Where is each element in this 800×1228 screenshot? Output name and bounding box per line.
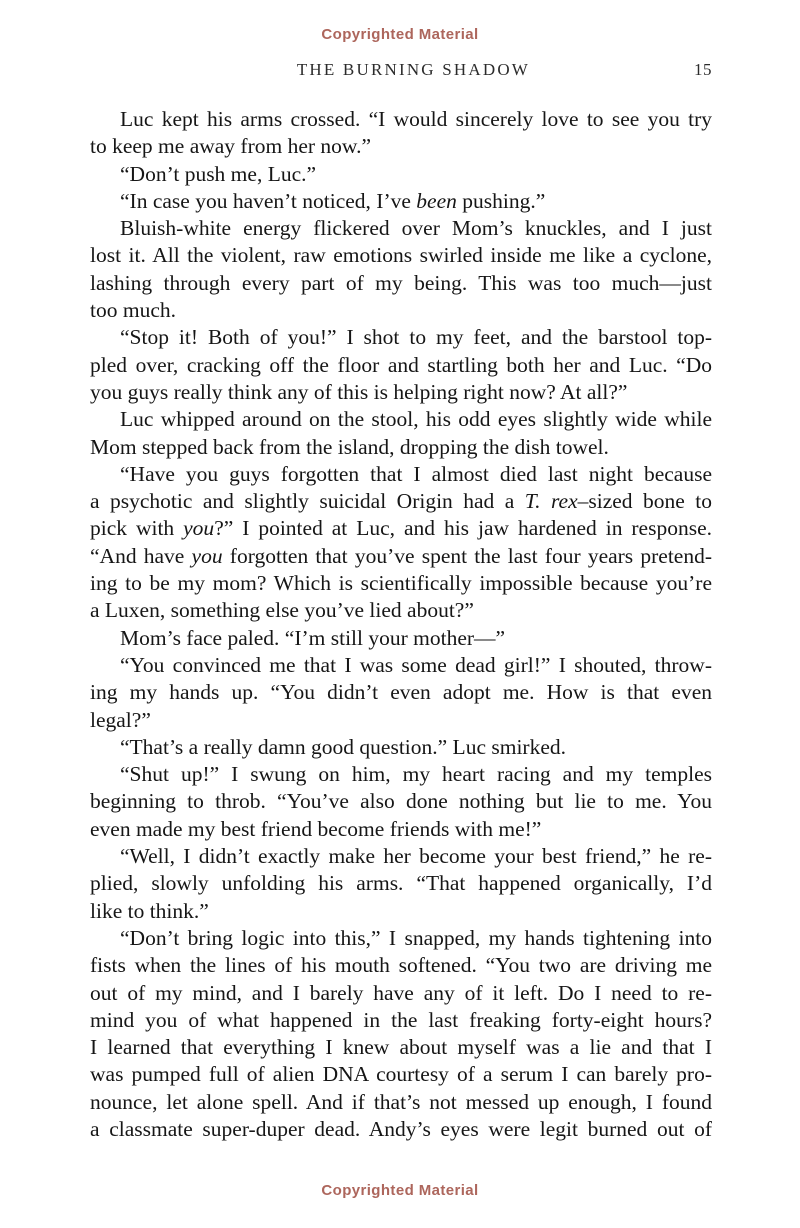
text-line [90,488,712,515]
text-line [90,215,712,242]
text-segment: Mom’s face paled. “I’m still your mother—” [120,625,506,650]
text-line [90,1007,712,1034]
text-segment: “Well, I didn’t exactly make her become your best friend,” he re- [120,844,712,869]
text-segment: was pumped full of alien DNA courtesy of a serum I can barely pro- [90,1062,712,1087]
text-segment: like to think.” [90,898,209,923]
text-line [90,870,712,897]
text-segment: a classmate super-duper dead. Andy’s eyes were legit burned out of [90,1116,712,1141]
text-segment: ing my hands up. “You didn’t even adopt me. How is that even [90,680,712,705]
text-line [90,1034,712,1061]
text-line [90,270,712,297]
italic-text-segment: you [191,543,223,568]
text-segment: you guys really think any of this is helping right now? At all?” [90,379,628,404]
text-line [90,324,712,351]
text-line [90,952,712,979]
text-line [90,843,712,870]
text-segment: too much. [90,298,176,323]
text-segment: “Don’t push me, Luc.” [120,161,317,186]
text-line [90,652,712,679]
text-line [90,1089,712,1116]
running-header [90,60,712,82]
text-line [90,188,712,215]
text-segment: legal?” [90,707,151,732]
text-segment: Luc whipped around on the stool, his odd eyes slightly wide while [120,407,712,432]
text-line [90,597,712,624]
text-segment: “In case you haven’t noticed, I’ve [120,188,417,213]
text-line [90,898,712,925]
text-line [90,379,712,406]
text-line [90,1116,712,1143]
text-line [90,1061,712,1088]
text-segment: Mom stepped back from the island, dropping the dish towel. [90,434,609,459]
text-line [90,242,712,269]
text-line [90,406,712,433]
text-segment: “Don’t bring logic into this,” I snapped, my hands tightening into [120,925,712,950]
text-segment: nounce, let alone spell. And if that’s not messed up enough, I found [90,1089,712,1114]
text-segment: plied, slowly unfolding his arms. “That happened organically, I’d [90,871,712,896]
text-line [90,515,712,542]
copyright-watermark-top: Copyrighted Material [321,26,479,43]
text-line [90,679,712,706]
text-segment: pushing.” [456,188,546,213]
text-line [90,434,712,461]
text-line [90,461,712,488]
text-segment: beginning to throb. “You’ve also done nothing but lie to me. You [90,789,712,814]
page-number: 15 [694,60,712,79]
text-line [90,570,712,597]
text-line [90,352,712,379]
text-line [90,734,712,761]
text-line [90,980,712,1007]
text-segment: “Have you guys forgotten that I almost died last night because [120,461,712,486]
italic-text-segment: you [183,516,215,541]
text-line [90,625,712,652]
text-segment: pick with [90,516,184,541]
text-segment: mind you of what happened in the last freaking forty-eight hours? [90,1007,712,1032]
text-segment: a Luxen, something else you’ve lied about?” [90,598,474,623]
text-line [90,543,712,570]
text-line [90,816,712,843]
text-segment: even made my best friend become friends with me!” [90,816,542,841]
text-segment: “Shut up!” I swung on him, my heart racing and my temples [120,762,712,787]
text-segment: “That’s a really damn good question.” Luc smirked. [120,734,566,759]
text-segment: forgotten that you’ve spent the last four years pretend- [222,543,712,568]
text-segment: Luc kept his arms crossed. “I would sincerely love to see you try [120,107,712,131]
text-segment: “You convinced me that I was some dead girl!” I shouted, throw- [120,652,712,677]
text-line [90,297,712,324]
text-segment: I learned that everything I knew about myself was a lie and that I [90,1035,712,1060]
text-segment: fists when the lines of his mouth softened. “You two are driving me [90,953,712,978]
text-segment: “Stop it! Both of you!” I shot to my feet, and the barstool top- [120,325,712,350]
text-line [90,925,712,952]
text-segment: Bluish-white energy flickered over Mom’s knuckles, and I just [120,216,712,241]
copyright-watermark-bottom: Copyrighted Material [321,1182,479,1199]
text-segment: ?” I pointed at Luc, and his jaw hardened in response. [214,516,712,541]
text-segment: “And have [90,543,192,568]
text-segment: a psychotic and slightly suicidal Origin had a [90,489,525,514]
text-segment: lost it. All the violent, raw emotions swirled inside me like a cyclone, [90,243,712,268]
text-segment: –sized bone to [577,489,712,514]
italic-text-segment: been [416,188,457,213]
text-segment: ing to be my mom? Which is scientifically impossible because you’re [90,571,712,596]
text-line [90,761,712,788]
text-segment: pled over, cracking off the floor and startling both her and Luc. “Do [90,352,712,377]
text-segment: to keep me away from her now.” [90,134,371,159]
text-line [90,161,712,188]
book-title-header: THE BURNING SHADOW [296,60,531,79]
text-line [90,707,712,734]
text-line [90,788,712,815]
text-line [90,106,712,133]
text-segment: lashing through every part of my being. This was too much—just [90,270,712,295]
text-segment: out of my mind, and I barely have any of it left. Do I need to re- [90,980,712,1005]
page-body [90,106,712,1143]
text-line [90,133,712,160]
italic-text-segment: T. rex [524,489,578,514]
